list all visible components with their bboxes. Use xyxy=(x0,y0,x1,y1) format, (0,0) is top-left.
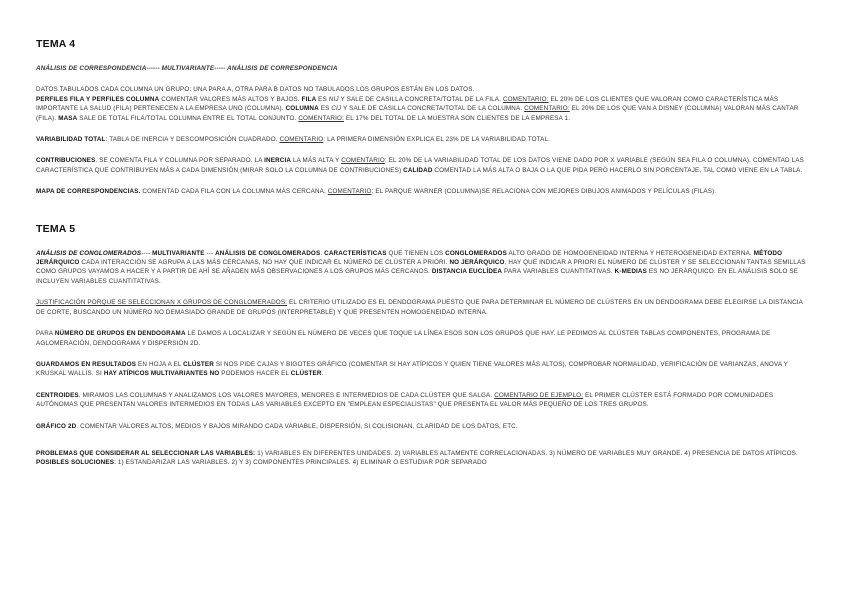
tema4-paragraph-variabilidad: VARIABILIDAD TOTAL: TABLA DE INERCIA Y DESCOMPOSICIÓN CUADRADO. COMENTARIO: LA PRIMERA DIMENSIÓN EXPLICA EL 23% DE LA VARIABILIDAD TOTAL. xyxy=(36,136,551,144)
tema5-title: TEMA 5 xyxy=(36,222,76,235)
tema5-paragraph-dendograma: PARA NÚMERO DE GRUPOS EN DENDOGRAMA LE DAMOS A LOCALIZAR Y SEGÚN EL NÚMERO DE VECES QUE TOQUE LA LÍNEA ESOS SON LOS GRUPOS QUE HAY. LE PEDIMOS AL CLÚSTER TABLAS COMPONENTES, PROGRAMA DE AGLOMERACIÓN, DENDOGRAMA Y DISPERSIÓN 2D. xyxy=(36,330,771,347)
tema5-paragraph-problemas: PROBLEMAS QUE CONSIDERAR AL SELECCIONAR LAS VARIABLES: 1) VARIABLES EN DIFERENTES UNIDADES. 2) VARIABLES ALTAMENTE CORRELACIONADAS. 3) NÚMERO DE VARIABLES MUY GRANDE. 4) PRESENCIA DE DATOS ATÍPICOS. POSIBLES SOLUCIONES: 1) ESTANDARIZAR LAS VARIABLES. 2) Y 3) COMPONENTES PRINCIPALES. 4) ELIMINAR O ESTUDIAR POR SEPARADO xyxy=(36,449,798,467)
tema5-paragraph-conglomerados: ANÁLISIS DE CONGLOMERADOS---- MULTIVARIANTE --- ANÁLISIS DE CONGLOMERADOS. CARACTERÍSTICAS QUE TIENEN LOS CONGLOMERADOS ALTO GRADO DE HOMOGENEIDAD INTERNA Y HETEROGENEIDAD EXTERNA. MÉTODO JERÁRQUICO CADA INTERACCIÓN SE AGRUPA A LAS MÁS CERCANAS, NO HAY QUE INDICAR EL NÚMERO DE CLÚSTER A PRIORI. NO JERÁRQUICO, HAY QUE INDICAR A PRIORI EL NÚMERO DE CLÚSTER Y SE SELECCIONAN TANTAS SEMILLAS COMO GRUPOS VAYAMOS A HACER Y A PARTIR DE AHÍ SE AÑADEN MÁS OBSERVACIONES A LOS GRUPOS MÁS CERCANOS. DISTANCIA EUCLÍDEA PARA VARIABLES CUANTITATIVAS. K-MEDIAS ES NO JERÁRQUICO. EN EL ANÁLISIS SOLO SE INCLUYEN VARIABLES CUANTITATIVAS. xyxy=(36,249,806,285)
tema4-title: TEMA 4 xyxy=(36,38,76,50)
tema5-paragraph-justificacion: JUSTIFICACIÓN PORQUE SE SELECCIONAN X GRUPOS DE CONGLOMERADOS: EL CRITERIO UTILIZADO ES EL DENDOGRAMA PUESTO QUE PARA DETERMINAR EL NÚMERO DE CLÚSTERS EN UN DENDOGRAMA DEBE ELEGIRSE LA DISTANCIA DE CORTE, BUSCANDO UN NÚMERO NO DEMASIADO GRANDE DE GRUPOS (INTERPRETABLE) Y QUE PRESENTEN HOMOGENEIDAD INTERNA. xyxy=(36,299,803,316)
tema5-paragraph-centroides: CENTROIDES. MIRAMOS LAS COLUMNAS Y ANALIZAMOS LOS VALORES MAYORES, MENORES E INTERMEDIOS DE CADA CLÚSTER QUE SALGA. COMENTARIO DE EJEMPLO: EL PRIMER CLÚSTER ESTÁ FORMADO POR COMUNIDADES AUTÓNOMAS QUE PRESENTAN VALORES INTERMEDIOS EN TODAS LAS VARIABLES EXCEPTO EN "EMPLEAN ESPECIALISTAS" QUE PRESENTA EL VALOR MÁS PEQUEÑO DE LOS TRES GRUPOS. xyxy=(36,391,774,409)
tema5-paragraph-resultados: GUARDAMOS EN RESULTADOS EN HOJA A EL CLÚSTER SI NOS PIDE CAJAS Y BIGOTES GRÁFICO (COMENTAR SI HAY ATÍPICOS Y QUIEN TIENE VALORES MÁS ALTOS), COMPROBAR NORMALIDAD, VERIFICACIÓN DE VARIANZAS, ANOVA Y KRUSKAL WALLIS. SI HAY ATÍPICOS MULTIVARIANTES NO PODEMOS HACER EL CLÚSTER. xyxy=(36,360,788,378)
tema4-paragraph-perfiles: PERFILES FILA Y PERFILES COLUMNA COMENTAR VALORES MÁS ALTOS Y BAJOS. FILA ES NIJ Y SALE DE CASILLA CONCRETA/TOTAL DE LA FILA. COMENTARIO: EL 20% DE LOS CLIENTES QUE VALORAN COMO CARACTERÍSTICA MÁS IMPORTANTE LA SALUD (FILA) PERTENECEN A LA EMPRESA UNO (COLUMNA). COLUMNA ES CIJ Y SALE DE CASILLA CONCRETA/TOTAL DE LA COLUMNA. COMENTARIO: EL 20% DE LOS QUE VAN A DISNEY (COLUMNA) VALORAN MÁS CANTAR (FILA). MASA SALE DE TOTAL FILA/TOTAL COLUMNA ENTRE EL TOTAL CONJUNTO. COMENTARIO: EL 17% DEL TOTAL DE LA MUESTRA SON CLIENTES DE LA EMPRESA 1. xyxy=(36,95,799,122)
tema5-paragraph-grafico: GRÁFICO 2D. COMENTAR VALORES ALTOS, MEDIOS Y BAJOS MIRANDO CADA VARIABLE, DISPERSIÓN, SI COLISIONAN, CLARIDAD DE LOS DATOS, ETC. xyxy=(36,422,518,430)
tema4-paragraph-contribuciones: CONTRIBUCIONES. SE COMENTA FILA Y COLUMNA POR SEPARADO. LA INERCIA LA MÁS ALTA Y COMENTARIO: EL 20% DE LA VARIABILIDAD TOTAL DE LOS DATOS VIENE DADO POR X VARIABLE (SEGÚN SEA FILA O COLUMNA). COMENTAD LAS CARACTERÍSTICA QUE CONTRIBUYEN MÁS A CADA DIMENSIÓN (MIRAR SOLO LA COLUMNA DE CONTRIBUCIONES) CALIDAD COMENTAD LA MÁS ALTA O BAJA O LA QUE PIDA PERO HACERLO SIN PORCENTAJE, TAL COMO VIENE EN LA TABLA. xyxy=(36,157,804,174)
document-content xyxy=(36,36,812,468)
tema4-paragraph-mapa: MAPA DE CORRESPONDENCIAS. COMENTAD CADA FILA CON LA COLUMNA MÁS CERCANA. COMENTARIO: EL PARQUE WARNER (COLUMNA)SE RELACIONA CON MEJORES DIBUJOS ANIMADOS Y PELÍCULAS (FILAS). xyxy=(36,188,717,196)
tema4-paragraph-datos: DATOS TABULADOS CADA COLUMNA UN GRUPO: UNA PARA A, OTRA PARA B DATOS NO TABULADOS LOS GRUPOS ESTÁN EN LOS DATOS. xyxy=(36,86,475,94)
tema4-heading: ANÁLISIS DE CORRESPONDENCIA------ MULTIVARIANTE----- ANÁLISIS DE CORRESPONDENCIA xyxy=(36,65,338,72)
